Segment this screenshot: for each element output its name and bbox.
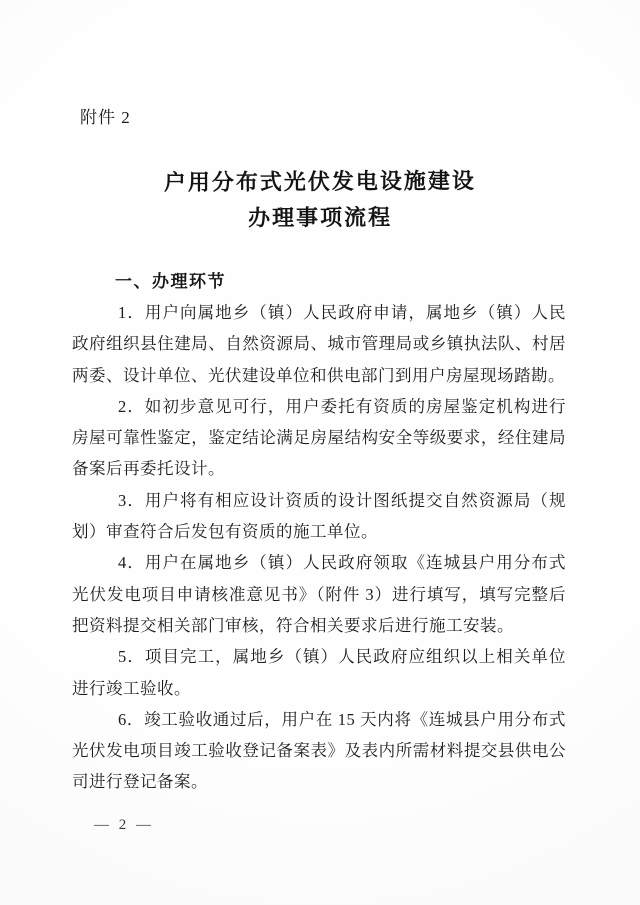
document-title-line-2: 办理事项流程	[248, 204, 393, 231]
paragraph-step-6: 6．竣工验收通过后，用户在 15 天内将《连城县户用分布式光伏发电项目竣工验收登记备案表》及表内所需材料提交县供电公司进行登记备案。	[72, 709, 566, 792]
page-number: — 2 —	[94, 817, 154, 833]
paragraph-step-3: 3．用户将有相应设计资质的设计图纸提交自然资源局（规划）审查符合后发包有资质的施工单位。	[72, 490, 566, 542]
paragraph-step-4: 4．用户在属地乡（镇）人民政府领取《连城县户用分布式光伏发电项目申请核准意见书》（附件 3）进行填写，填写完整后把资料提交相关部门审核，符合相关要求后进行施工安装。	[72, 553, 567, 635]
attachment-label: 附件 2	[80, 108, 131, 127]
document-title	[0, 162, 640, 237]
paragraph-step-2: 2．如初步意见可行，用户委托有资质的房屋鉴定机构进行房屋可靠性鉴定，鉴定结论满足房屋结构安全等级要求，经住建局备案后再委托设计。	[72, 396, 566, 479]
document-body	[72, 266, 566, 798]
section-heading: 一、办理环节	[115, 272, 226, 291]
paragraph-step-5: 5．项目完工，属地乡（镇）人民政府应组织以上相关单位进行竣工验收。	[72, 647, 566, 698]
document-title-line-1: 户用分布式光伏发电设施建设	[163, 168, 476, 195]
paragraph-step-1: 1．用户向属地乡（镇）人民政府申请，属地乡（镇）人民政府组织县住建局、自然资源局、城市管理局或乡镇执法队、村居两委、设计单位、光伏建设单位和供电部门到用户房屋现场踏勘。	[72, 303, 566, 385]
